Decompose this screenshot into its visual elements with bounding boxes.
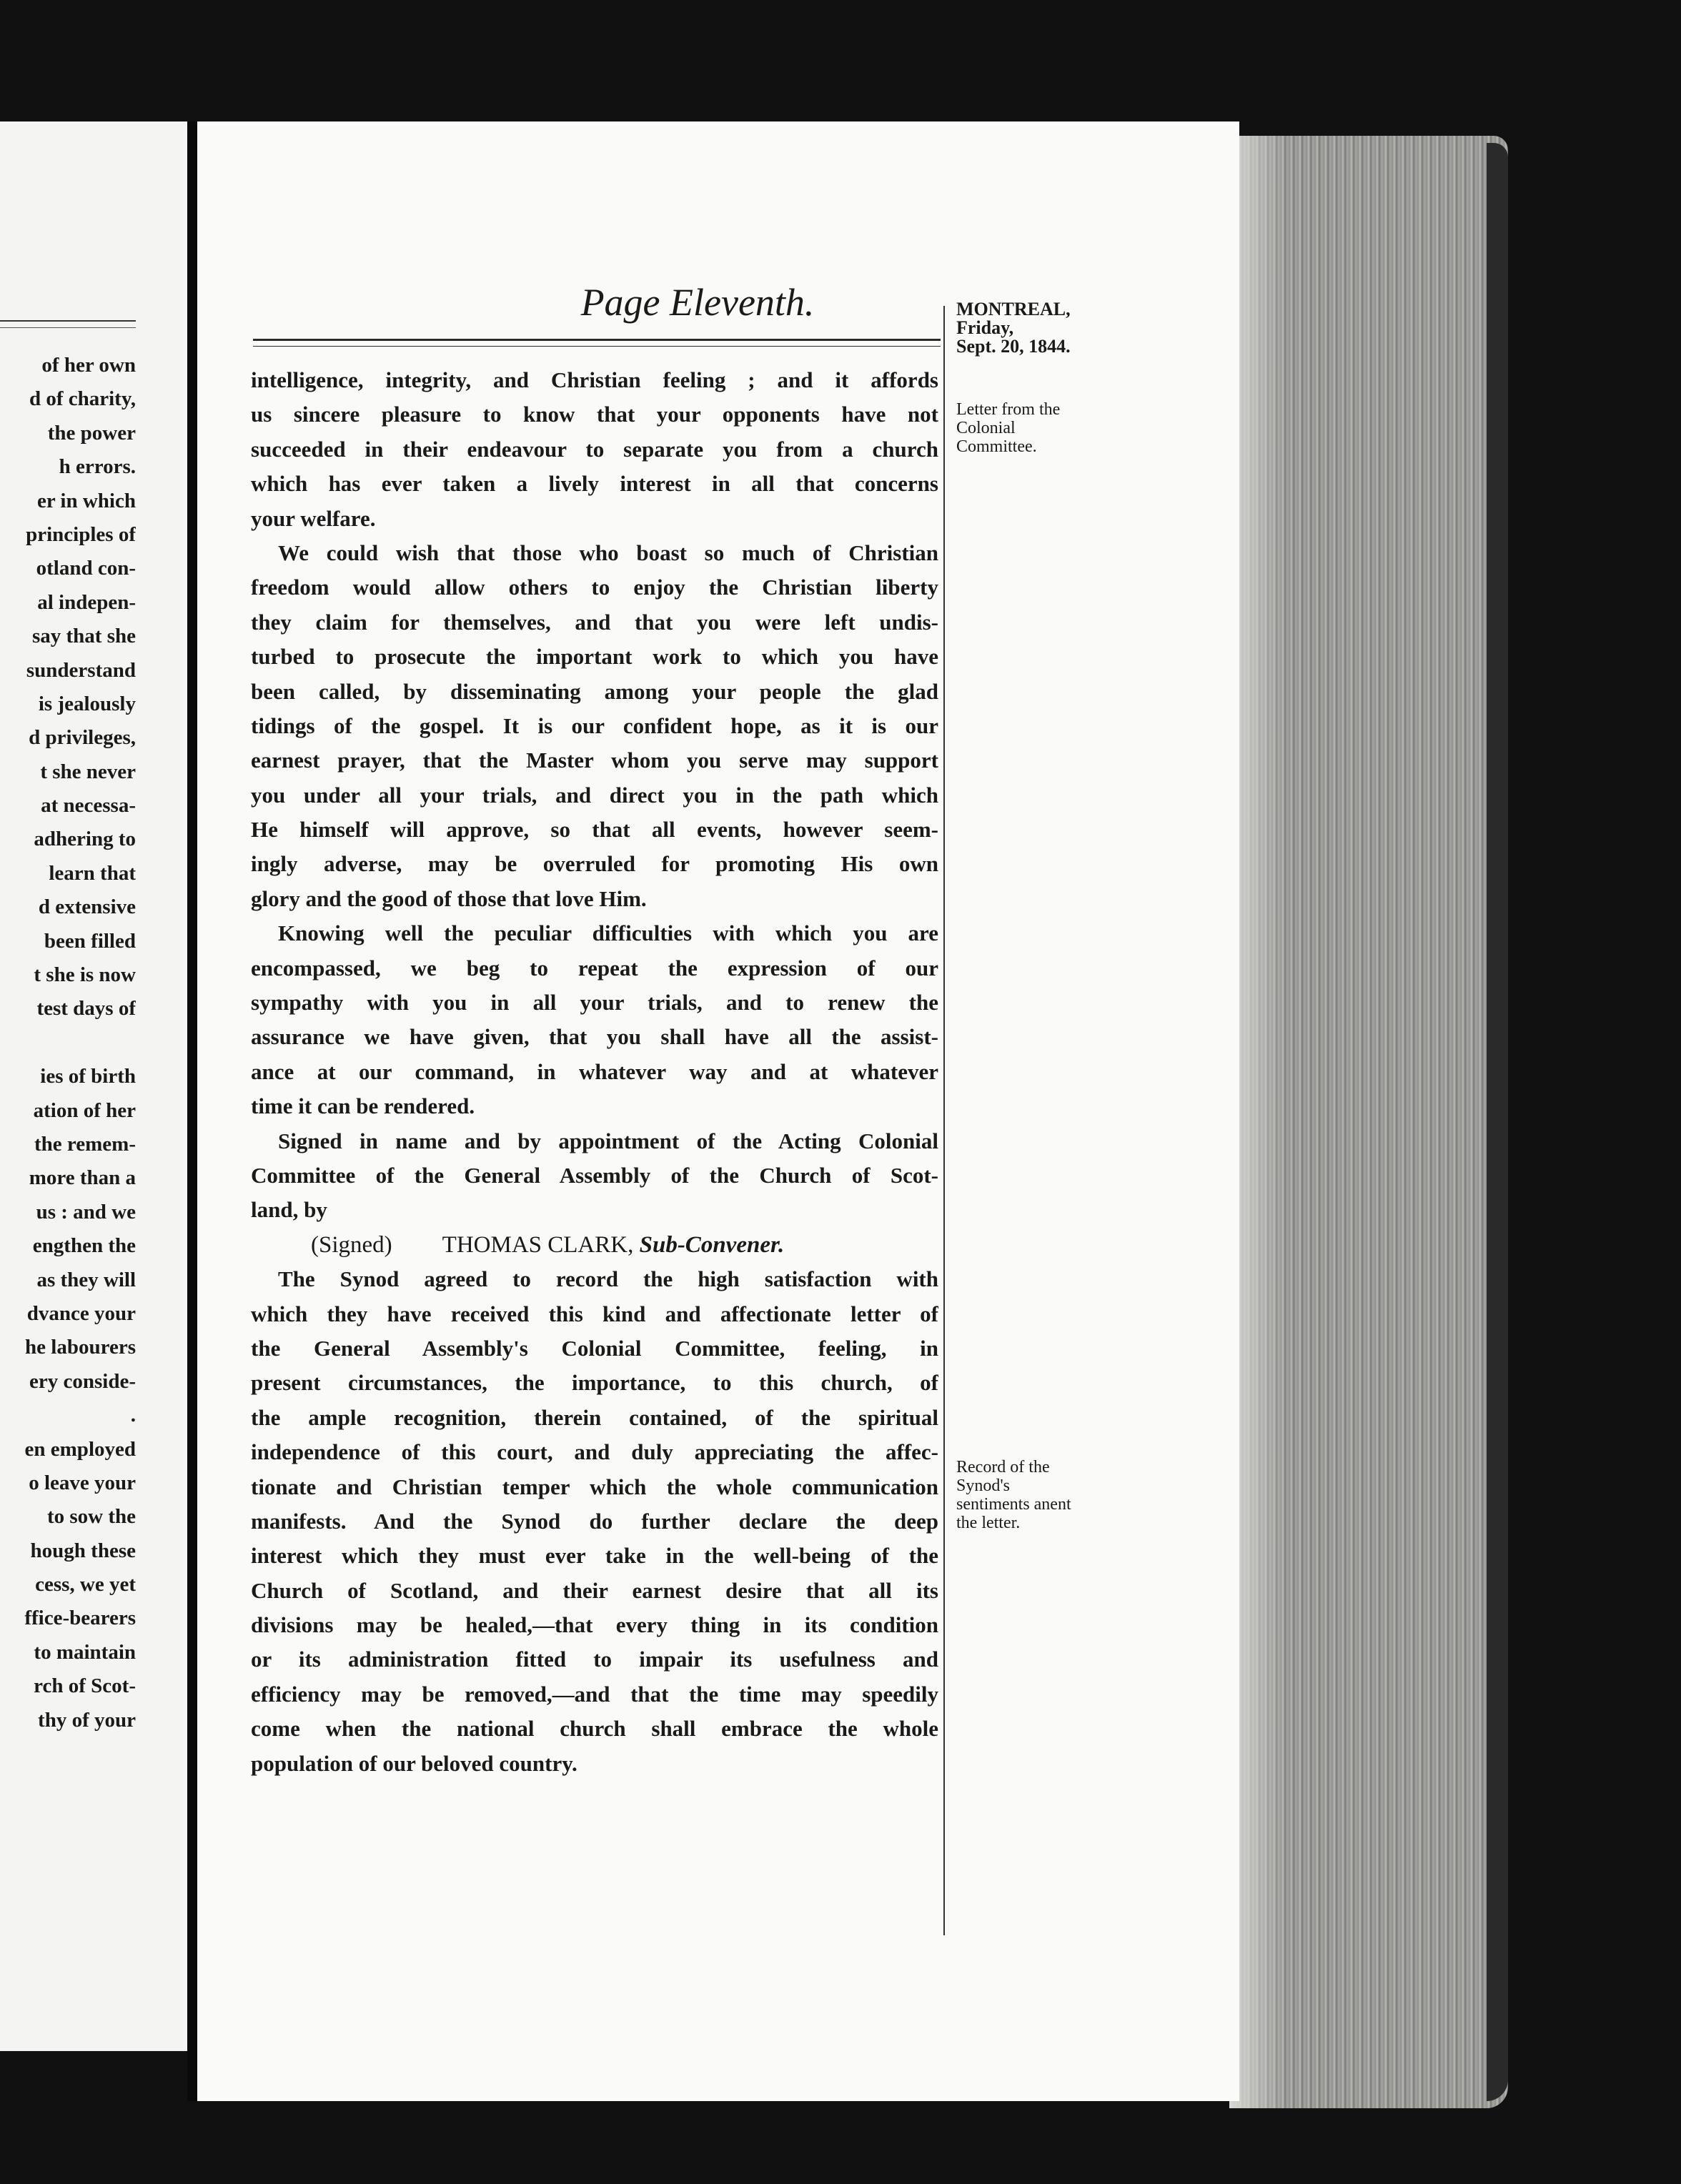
left-page-line: d extensive: [38, 895, 136, 919]
body-text-line: divisions may be healed,—that every thing in its condition: [251, 1612, 938, 1638]
body-text-line: tidings of the gospel. It is our confident hope, as it is our: [251, 713, 938, 738]
left-page-line: say that she: [31, 625, 136, 648]
body-text-line: freedom would allow others to enjoy the Christian liberty: [251, 575, 938, 600]
side-note-line: Sept. 20, 1844.: [956, 336, 1071, 357]
body-text-line: time it can be rendered.: [251, 1093, 475, 1119]
letter-side-note: [956, 400, 1106, 456]
left-page-line: engthen the: [32, 1234, 136, 1258]
side-note-line: Synod's: [956, 1476, 1011, 1495]
body-text-line: succeeded in their endeavour to separate you from a church: [251, 436, 938, 462]
body-text-line: tionate and Christian temper which the whole communication: [251, 1474, 938, 1499]
left-page-line: the power: [47, 421, 136, 445]
left-page-line: d privileges,: [29, 726, 136, 750]
body-text-line: you under all your trials, and direct you in the path which: [251, 782, 938, 808]
left-page-line: is jealously: [38, 692, 136, 715]
side-note-line: Friday,: [956, 317, 1014, 338]
left-page-line: been filled: [44, 929, 136, 953]
left-page-line: er in which: [36, 489, 136, 512]
body-text-line: We could wish that those who boast so much of Christian: [278, 540, 938, 565]
left-page-line: test days of: [36, 997, 136, 1021]
body-text-line: Signed in name and by appointment of the Acting Colonial: [278, 1128, 938, 1153]
body-text-line: independence of this court, and duly appreciating the affec-: [251, 1439, 938, 1465]
left-page-line: cess, we yet: [35, 1573, 136, 1597]
signature-name: THOMAS CLARK,: [442, 1231, 634, 1258]
left-page-line: he labourers: [25, 1336, 136, 1359]
body-text-line: the General Assembly's Colonial Committee, feeling, in: [251, 1335, 938, 1361]
left-page-line: d of charity,: [29, 387, 136, 411]
dateline-note: [956, 300, 1106, 356]
page-title: Page Eleventh.: [580, 281, 815, 324]
left-page-fragment: [0, 121, 194, 2051]
body-text-line: glory and the good of those that love Him.: [251, 885, 647, 911]
body-text-line: ingly adverse, may be overruled for promoting His own: [251, 851, 938, 877]
left-page-line: o leave your: [29, 1471, 136, 1494]
body-text-line: present circumstances, the importance, to this church, of: [251, 1370, 938, 1396]
left-page-line: sunderstand: [26, 658, 136, 682]
body-text-line: land, by: [251, 1197, 327, 1223]
body-text-line: intelligence, integrity, and Christian feeling ; and it affords: [251, 367, 938, 392]
left-page-line: ffice-bearers: [24, 1607, 136, 1630]
left-page-line: to maintain: [34, 1640, 136, 1664]
body-text-line: ance at our command, in whatever way and at whatever: [251, 1058, 938, 1084]
body-text-line: the ample recognition, therein contained, of the spiritual: [251, 1404, 938, 1430]
main-column-text: [251, 363, 938, 1781]
title-rule-thin: [253, 346, 941, 347]
body-text-line: efficiency may be removed,—and that the time may speedily: [251, 1681, 938, 1707]
body-text-line: your welfare.: [251, 505, 376, 531]
margin-column-rule: [943, 306, 945, 1935]
left-page-line: ies of birth: [40, 1065, 136, 1088]
left-page-rule-thin: [0, 327, 136, 328]
left-page-line: at necessa-: [41, 794, 136, 818]
body-text-line: He himself will approve, so that all events, however seem-: [251, 817, 938, 843]
side-note-line: MONTREAL,: [956, 299, 1071, 319]
left-page-text: [0, 349, 136, 1737]
body-text-line: assurance we have given, that you shall have all the assist-: [251, 1024, 938, 1050]
left-page-line: of her own: [41, 354, 136, 377]
left-page-line: t she never: [40, 760, 136, 783]
body-text-line: The Synod agreed to record the high satisfaction with: [278, 1266, 938, 1292]
book-cover-edge: [1487, 143, 1508, 2101]
signature-title: Sub-Convener.: [639, 1231, 785, 1258]
body-text-line: or its administration fitted to impair its usefulness and: [251, 1647, 938, 1672]
left-page-line: h errors.: [59, 455, 136, 479]
left-page-line: .: [130, 1404, 136, 1427]
left-page-rule: [0, 320, 136, 322]
left-page-line: more than a: [29, 1166, 136, 1190]
signature-line: [251, 1228, 938, 1262]
body-text-line: they claim for themselves, and that you were left undis-: [251, 609, 938, 635]
body-text-line: Church of Scotland, and their earnest desire that all its: [251, 1577, 938, 1603]
left-page-line: otland con-: [36, 557, 136, 580]
body-text-line: come when the national church shall embrace the whole: [251, 1716, 938, 1742]
body-text-line: population of our beloved country.: [251, 1750, 577, 1776]
body-text-line: been called, by disseminating among your people the glad: [251, 678, 938, 704]
left-page-line: rch of Scot-: [34, 1674, 136, 1698]
signature-signed: (Signed): [311, 1231, 392, 1258]
left-page-line: ery conside-: [29, 1369, 136, 1393]
body-text-line: which has ever taken a lively interest in all that concerns: [251, 471, 938, 497]
left-page-line: the remem-: [34, 1132, 136, 1156]
left-page-line: [0, 1026, 136, 1060]
body-text-line: turbed to prosecute the important work to which you have: [251, 644, 938, 670]
left-page-line: ation of her: [33, 1098, 136, 1122]
left-page-line: learn that: [49, 861, 136, 885]
title-rule-thick: [253, 339, 941, 341]
main-page: [187, 121, 1239, 2101]
left-page-line: us : and we: [36, 1200, 136, 1223]
record-side-note: [956, 1458, 1106, 1532]
left-page-line: t she is now: [34, 963, 136, 987]
body-text-line: Knowing well the peculiar difficulties with which you are: [278, 920, 938, 946]
body-text-line: earnest prayer, that the Master whom you serve may support: [251, 748, 938, 773]
side-note-line: sentiments anent: [956, 1495, 1071, 1514]
body-text-line: Committee of the General Assembly of the Church of Scot-: [251, 1162, 938, 1188]
body-text-line: interest which they must ever take in the well-being of the: [251, 1543, 938, 1569]
side-note-line: Committee.: [956, 437, 1037, 456]
left-page-line: adhering to: [34, 828, 136, 851]
left-page-line: to sow the: [46, 1505, 136, 1529]
side-note-line: the letter.: [956, 1514, 1021, 1532]
body-text-line: which they have received this kind and affectionate letter of: [251, 1301, 938, 1326]
left-page-line: en employed: [24, 1437, 136, 1461]
body-text-line: encompassed, we beg to repeat the expression of our: [251, 955, 938, 981]
side-note-line: Letter from the: [956, 400, 1061, 419]
left-page-line: as they will: [36, 1268, 136, 1291]
body-text-line: sympathy with you in all your trials, and to renew the: [251, 990, 938, 1016]
side-note-line: Colonial: [956, 419, 1016, 437]
body-text-line: manifests. And the Synod do further declare the deep: [251, 1508, 938, 1534]
body-text-line: us sincere pleasure to know that your opponents have not: [251, 402, 938, 427]
left-page-line: al indepen-: [37, 590, 136, 614]
left-page-line: hough these: [30, 1539, 136, 1562]
left-page-line: principles of: [26, 522, 136, 546]
side-note-line: Record of the: [956, 1458, 1050, 1476]
left-page-line: thy of your: [38, 1708, 136, 1732]
left-page-line: dvance your: [26, 1301, 136, 1325]
